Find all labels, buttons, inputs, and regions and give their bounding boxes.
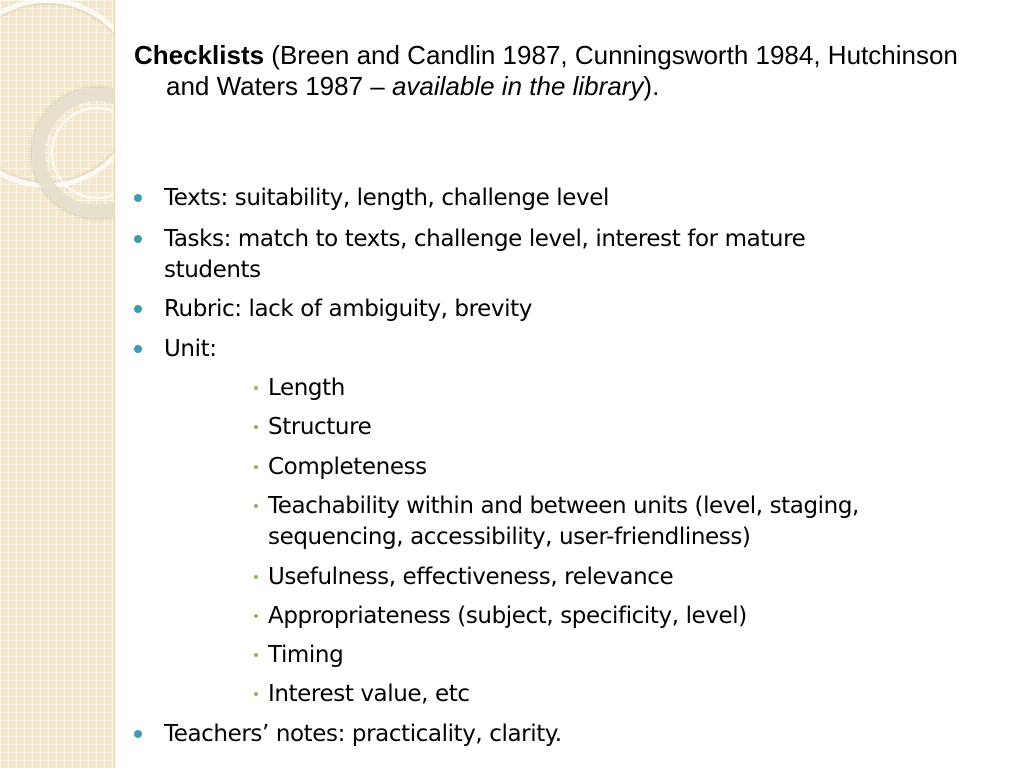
- list-item: Rubric: lack of ambiguity, brevity: [164, 294, 532, 325]
- bullet-dot-icon: [134, 730, 142, 738]
- heading-italic-note: available in the library: [391, 71, 644, 101]
- sub-bullet-icon: [254, 614, 258, 618]
- sub-list-item: Usefulness, effectiveness, relevance: [268, 562, 673, 593]
- sub-bullet-icon: [254, 504, 258, 508]
- list-item: Unit:: [164, 334, 217, 365]
- list-item: Teachers’ notes: practicality, clarity.: [164, 719, 562, 750]
- sub-list-item-continuation: sequencing, accessibility, user-friendliness): [268, 524, 751, 550]
- sub-bullet-icon: [254, 465, 258, 469]
- list-item: Tasks: match to texts, challenge level, interest for mature: [164, 224, 805, 255]
- list-item-continuation: students: [164, 257, 261, 283]
- bullet-dot-icon: [134, 194, 142, 202]
- sub-list-item: Appropriateness (subject, specificity, level): [268, 601, 747, 632]
- heading-close: ).: [643, 71, 660, 101]
- heading-bold: Checklists: [134, 40, 265, 70]
- heading-citations: (Breen and Candlin 1987, Cunningsworth 1984, Hutchinson and Waters 1987 –: [166, 40, 958, 101]
- list-item: Texts: suitability, length, challenge level: [164, 183, 609, 214]
- sub-bullet-icon: [254, 386, 258, 390]
- sub-list-item: Structure: [268, 412, 371, 443]
- sub-list-item: Completeness: [268, 452, 427, 483]
- sub-list-item: Timing: [268, 640, 343, 671]
- sub-bullet-icon: [254, 692, 258, 696]
- bullet-dot-icon: [134, 235, 142, 243]
- sub-bullet-icon: [254, 575, 258, 579]
- sub-list-item: Length: [268, 373, 345, 404]
- bullet-dot-icon: [134, 305, 142, 313]
- sub-bullet-icon: [254, 653, 258, 657]
- sub-list-item: Interest value, etc: [268, 679, 470, 710]
- sub-bullet-icon: [254, 425, 258, 429]
- bullet-dot-icon: [134, 345, 142, 353]
- sub-list-item: Teachability within and between units (level, staging,: [268, 491, 859, 522]
